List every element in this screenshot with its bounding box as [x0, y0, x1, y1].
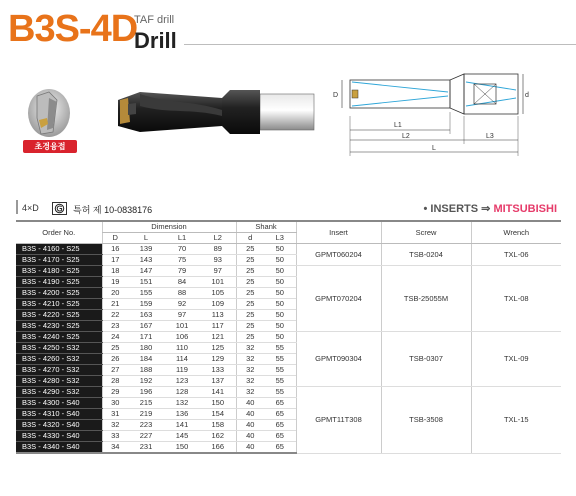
- cell-L3: 50: [264, 288, 296, 299]
- dim-label-d: d: [525, 92, 529, 99]
- cell-L3: 50: [264, 321, 296, 332]
- cell-L: 184: [128, 354, 164, 365]
- header-L3: L3: [264, 233, 296, 244]
- cell-D: 24: [102, 332, 128, 343]
- cell-L1: 92: [164, 299, 200, 310]
- ratio-marker: [16, 200, 18, 214]
- cell-L2: 166: [200, 442, 236, 454]
- cell-L3: 50: [264, 255, 296, 266]
- cell-L1: 79: [164, 266, 200, 277]
- cell-L2: 154: [200, 409, 236, 420]
- patent-mark-icon: [52, 202, 67, 215]
- product-subtitle: Drill: [134, 28, 177, 53]
- inserts-prefix: • INSERTS ⇒: [423, 203, 491, 215]
- group-insert: GPMT060204: [296, 244, 381, 266]
- cell-D: 29: [102, 387, 128, 398]
- cell-L3: 65: [264, 409, 296, 420]
- cell-L: 159: [128, 299, 164, 310]
- cell-L: 163: [128, 310, 164, 321]
- header-order-no: Order No.: [16, 221, 102, 244]
- cell-L2: 137: [200, 376, 236, 387]
- cell-L3: 65: [264, 442, 296, 454]
- header-dimension: Dimension: [102, 221, 236, 233]
- cell-d: 25: [236, 244, 264, 255]
- cell-D: 32: [102, 420, 128, 431]
- cell-L1: 84: [164, 277, 200, 288]
- cell-D: 31: [102, 409, 128, 420]
- cell-d: 32: [236, 376, 264, 387]
- group-wrench: TXL-09: [471, 332, 561, 387]
- cell-L: 227: [128, 431, 164, 442]
- cell-D: 23: [102, 321, 128, 332]
- order-number: B3S - 4340 - S40: [16, 442, 102, 454]
- cell-L3: 50: [264, 266, 296, 277]
- cell-L: 223: [128, 420, 164, 431]
- cell-L2: 113: [200, 310, 236, 321]
- table-row: [16, 332, 561, 343]
- cell-L1: 110: [164, 343, 200, 354]
- cell-L1: 70: [164, 244, 200, 255]
- cell-D: 19: [102, 277, 128, 288]
- header-insert: Insert: [296, 221, 381, 244]
- cell-L1: 101: [164, 321, 200, 332]
- dim-label-D: D: [333, 92, 339, 99]
- order-number: B3S - 4310 - S40: [16, 409, 102, 420]
- cell-L3: 55: [264, 365, 296, 376]
- cell-L1: 75: [164, 255, 200, 266]
- cell-L: 192: [128, 376, 164, 387]
- order-number: B3S - 4170 - S25: [16, 255, 102, 266]
- table-row: [16, 266, 561, 277]
- cell-L1: 114: [164, 354, 200, 365]
- table-row: [16, 387, 561, 398]
- cell-L3: 50: [264, 310, 296, 321]
- cell-L2: 162: [200, 431, 236, 442]
- cell-L: 171: [128, 332, 164, 343]
- cell-L1: 119: [164, 365, 200, 376]
- order-number: B3S - 4330 - S40: [16, 431, 102, 442]
- cell-L2: 101: [200, 277, 236, 288]
- cell-L3: 50: [264, 277, 296, 288]
- spec-table-body: [16, 244, 561, 454]
- cell-L3: 50: [264, 244, 296, 255]
- order-number: B3S - 4280 - S32: [16, 376, 102, 387]
- order-number: B3S - 4230 - S25: [16, 321, 102, 332]
- cell-L: 215: [128, 398, 164, 409]
- order-number: B3S - 4160 - S25: [16, 244, 102, 255]
- cell-L2: 121: [200, 332, 236, 343]
- group-insert: GPMT11T308: [296, 387, 381, 454]
- dim-label-L2: L2: [402, 133, 410, 140]
- cell-L: 139: [128, 244, 164, 255]
- order-number: B3S - 4320 - S40: [16, 420, 102, 431]
- dim-label-L: L: [432, 145, 436, 152]
- cell-L2: 97: [200, 266, 236, 277]
- cell-L: 219: [128, 409, 164, 420]
- group-wrench: TXL-06: [471, 244, 561, 266]
- header-L: L: [128, 233, 164, 244]
- cell-d: 40: [236, 398, 264, 409]
- cell-D: 21: [102, 299, 128, 310]
- cell-D: 18: [102, 266, 128, 277]
- cell-d: 25: [236, 321, 264, 332]
- cell-L: 147: [128, 266, 164, 277]
- cell-D: 17: [102, 255, 128, 266]
- cell-L3: 50: [264, 332, 296, 343]
- order-number: B3S - 4290 - S32: [16, 387, 102, 398]
- cell-L2: 141: [200, 387, 236, 398]
- cell-d: 32: [236, 354, 264, 365]
- header-shank: Shank: [236, 221, 296, 233]
- cell-D: 26: [102, 354, 128, 365]
- cell-L2: 150: [200, 398, 236, 409]
- cell-D: 16: [102, 244, 128, 255]
- order-number: B3S - 4180 - S25: [16, 266, 102, 277]
- cell-L: 231: [128, 442, 164, 454]
- group-screw: TSB-0307: [381, 332, 471, 387]
- patent-number: 특허 제 10-0838176: [73, 205, 153, 215]
- group-insert: GPMT090304: [296, 332, 381, 387]
- order-number: B3S - 4300 - S40: [16, 398, 102, 409]
- cell-D: 30: [102, 398, 128, 409]
- order-number: B3S - 4250 - S32: [16, 343, 102, 354]
- group-wrench: TXL-15: [471, 387, 561, 454]
- header-d: d: [236, 233, 264, 244]
- cell-L3: 55: [264, 387, 296, 398]
- length-ratio: 4×D: [22, 203, 39, 213]
- order-number: B3S - 4240 - S25: [16, 332, 102, 343]
- dim-label-L3: L3: [486, 133, 494, 140]
- cell-L3: 65: [264, 398, 296, 409]
- cell-L1: 97: [164, 310, 200, 321]
- spec-table: [16, 220, 561, 454]
- cell-D: 22: [102, 310, 128, 321]
- drill-photo: [110, 70, 320, 150]
- order-number: B3S - 4200 - S25: [16, 288, 102, 299]
- cell-L2: 129: [200, 354, 236, 365]
- carbide-brazed-icon: [27, 88, 71, 138]
- cell-L1: 150: [164, 442, 200, 454]
- cell-d: 25: [236, 277, 264, 288]
- header-D: D: [102, 233, 128, 244]
- cell-L: 167: [128, 321, 164, 332]
- cell-D: 33: [102, 431, 128, 442]
- group-screw: TSB-25055M: [381, 266, 471, 332]
- order-number: B3S - 4190 - S25: [16, 277, 102, 288]
- carbide-brazed-label: 초경융접: [23, 140, 77, 153]
- cell-L2: 133: [200, 365, 236, 376]
- dim-label-L1: L1: [394, 122, 402, 129]
- cell-L1: 136: [164, 409, 200, 420]
- title-divider: [184, 44, 576, 45]
- cell-d: 25: [236, 266, 264, 277]
- cell-L3: 50: [264, 299, 296, 310]
- cell-D: 34: [102, 442, 128, 454]
- inserts-brand: MITSUBISHI: [493, 203, 557, 215]
- cell-L: 196: [128, 387, 164, 398]
- cell-L: 180: [128, 343, 164, 354]
- order-number: B3S - 4260 - S32: [16, 354, 102, 365]
- group-screw: TSB-0204: [381, 244, 471, 266]
- cell-D: 25: [102, 343, 128, 354]
- cell-L2: 125: [200, 343, 236, 354]
- order-number: B3S - 4270 - S32: [16, 365, 102, 376]
- cell-L1: 88: [164, 288, 200, 299]
- table-row: [16, 244, 561, 255]
- cell-L1: 123: [164, 376, 200, 387]
- cell-L1: 128: [164, 387, 200, 398]
- cell-L2: 158: [200, 420, 236, 431]
- cell-d: 32: [236, 387, 264, 398]
- cell-d: 32: [236, 343, 264, 354]
- product-title: B3S-4D: [8, 8, 138, 50]
- order-number: B3S - 4210 - S25: [16, 299, 102, 310]
- group-insert: GPMT070204: [296, 266, 381, 332]
- cell-L1: 145: [164, 431, 200, 442]
- order-number: B3S - 4220 - S25: [16, 310, 102, 321]
- group-screw: TSB-3508: [381, 387, 471, 454]
- cell-d: 40: [236, 431, 264, 442]
- header-L1: L1: [164, 233, 200, 244]
- cell-L1: 106: [164, 332, 200, 343]
- cell-d: 40: [236, 420, 264, 431]
- cell-L3: 55: [264, 376, 296, 387]
- cell-L2: 105: [200, 288, 236, 299]
- cell-d: 40: [236, 409, 264, 420]
- cell-d: 25: [236, 310, 264, 321]
- cell-D: 27: [102, 365, 128, 376]
- cell-d: 25: [236, 288, 264, 299]
- cell-L: 143: [128, 255, 164, 266]
- cell-L3: 65: [264, 420, 296, 431]
- cell-D: 20: [102, 288, 128, 299]
- technical-drawing: [330, 72, 530, 162]
- cell-d: 40: [236, 442, 264, 454]
- group-wrench: TXL-08: [471, 266, 561, 332]
- cell-d: 25: [236, 332, 264, 343]
- cell-L2: 89: [200, 244, 236, 255]
- product-small-label: TAF drill: [134, 14, 175, 26]
- cell-D: 28: [102, 376, 128, 387]
- cell-L3: 55: [264, 343, 296, 354]
- cell-L: 155: [128, 288, 164, 299]
- header-L2: L2: [200, 233, 236, 244]
- cell-L1: 132: [164, 398, 200, 409]
- cell-L3: 55: [264, 354, 296, 365]
- cell-L1: 141: [164, 420, 200, 431]
- cell-L: 151: [128, 277, 164, 288]
- header-wrench: Wrench: [471, 221, 561, 244]
- cell-d: 25: [236, 255, 264, 266]
- header-screw: Screw: [381, 221, 471, 244]
- cell-L2: 117: [200, 321, 236, 332]
- inserts-heading: [424, 202, 557, 215]
- cell-L: 188: [128, 365, 164, 376]
- cell-L2: 109: [200, 299, 236, 310]
- cell-L3: 65: [264, 431, 296, 442]
- cell-d: 25: [236, 299, 264, 310]
- cell-L2: 93: [200, 255, 236, 266]
- info-row: [16, 200, 561, 218]
- cell-d: 32: [236, 365, 264, 376]
